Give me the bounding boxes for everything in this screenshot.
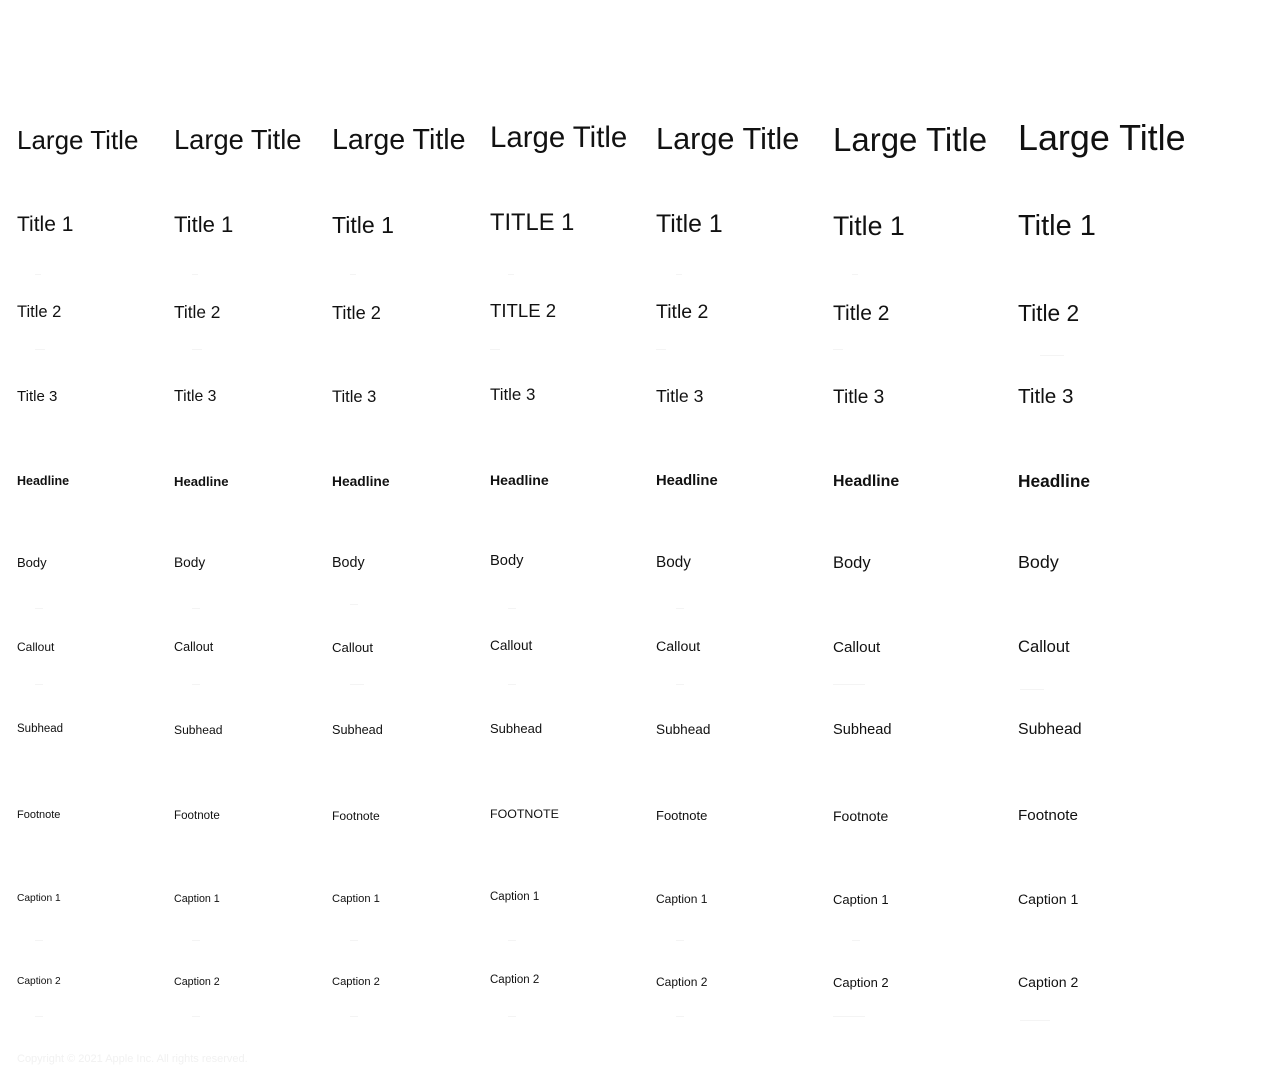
column-2-title-2: Title 2 bbox=[174, 302, 221, 322]
column-3-title-2: Title 2 bbox=[332, 303, 381, 323]
column-6-headline: Headline bbox=[833, 473, 900, 490]
column-4-title-3: Title 3 bbox=[490, 385, 536, 404]
column-5-footnote: Footnote bbox=[656, 808, 708, 823]
column-2-caption-2: Caption 2 bbox=[174, 976, 220, 988]
column-7-callout: Callout bbox=[1018, 637, 1070, 656]
column-5-caption-2: Caption 2 bbox=[656, 975, 708, 989]
column-1-caption-2: Caption 2 bbox=[17, 976, 61, 987]
faint-mark bbox=[350, 940, 358, 941]
column-3-large-title: Large Title bbox=[332, 123, 466, 156]
faint-mark bbox=[508, 1016, 516, 1017]
column-1-title-1: Title 1 bbox=[17, 213, 74, 236]
faint-mark bbox=[676, 608, 684, 609]
faint-mark bbox=[192, 608, 200, 609]
column-2-body: Body bbox=[174, 555, 206, 570]
faint-mark bbox=[192, 349, 202, 350]
column-5-headline: Headline bbox=[656, 473, 718, 489]
faint-mark bbox=[192, 274, 198, 275]
column-2-headline: Headline bbox=[174, 474, 229, 489]
faint-mark bbox=[35, 940, 43, 941]
column-5-title-1: Title 1 bbox=[656, 211, 723, 238]
column-3-caption-2: Caption 2 bbox=[332, 976, 380, 988]
column-2-footnote: Footnote bbox=[174, 809, 220, 822]
column-4-title-1: TITLE 1 bbox=[490, 210, 575, 236]
column-6-title-1: Title 1 bbox=[833, 211, 905, 241]
column-6-title-2: Title 2 bbox=[833, 302, 890, 325]
column-7-title-3: Title 3 bbox=[1018, 385, 1074, 408]
column-1-title-3: Title 3 bbox=[17, 388, 58, 405]
column-2-caption-1: Caption 1 bbox=[174, 893, 220, 905]
faint-mark bbox=[35, 1016, 43, 1017]
column-7-headline: Headline bbox=[1018, 471, 1091, 491]
column-4-title-2: TITLE 2 bbox=[490, 300, 557, 321]
faint-mark bbox=[350, 604, 358, 605]
faint-mark bbox=[1020, 1020, 1050, 1021]
column-5-large-title: Large Title bbox=[656, 120, 800, 156]
faint-mark bbox=[350, 274, 356, 275]
column-1-headline: Headline bbox=[17, 474, 70, 488]
faint-mark bbox=[35, 274, 41, 275]
faint-mark bbox=[676, 684, 684, 685]
faint-mark bbox=[508, 608, 516, 609]
column-3-title-3: Title 3 bbox=[332, 388, 377, 406]
column-7-body: Body bbox=[1018, 552, 1059, 572]
faint-mark bbox=[833, 684, 865, 685]
column-6-body: Body bbox=[833, 554, 871, 572]
column-6-subhead: Subhead bbox=[833, 722, 892, 738]
faint-mark bbox=[350, 684, 364, 685]
column-4-caption-1: Caption 1 bbox=[490, 891, 540, 903]
faint-mark bbox=[833, 349, 843, 350]
faint-mark bbox=[192, 684, 200, 685]
column-3-subhead: Subhead bbox=[332, 723, 383, 737]
column-5-title-3: Title 3 bbox=[656, 386, 704, 406]
column-3-caption-1: Caption 1 bbox=[332, 893, 380, 905]
faint-mark bbox=[676, 940, 684, 941]
faint-mark bbox=[350, 1016, 358, 1017]
column-6-footnote: Footnote bbox=[833, 808, 889, 824]
column-1-footnote: Footnote bbox=[17, 809, 61, 821]
faint-mark bbox=[676, 1016, 684, 1017]
faint-mark bbox=[490, 349, 500, 350]
faint-mark bbox=[656, 349, 666, 350]
column-2-callout: Callout bbox=[174, 640, 214, 654]
column-4-body: Body bbox=[490, 553, 524, 569]
faint-mark bbox=[1020, 689, 1044, 690]
column-4-caption-2: Caption 2 bbox=[490, 974, 540, 986]
faint-mark bbox=[833, 1016, 865, 1017]
faint-mark bbox=[852, 940, 860, 941]
copyright-footer: Copyright © 2021 Apple Inc. All rights reserved. bbox=[17, 1053, 248, 1065]
column-7-large-title: Large Title bbox=[1018, 118, 1186, 159]
faint-mark bbox=[35, 349, 45, 350]
column-7-subhead: Subhead bbox=[1018, 721, 1082, 738]
column-1-subhead: Subhead bbox=[17, 723, 64, 735]
column-1-callout: Callout bbox=[17, 640, 55, 654]
column-3-headline: Headline bbox=[332, 474, 390, 489]
column-2-title-1: Title 1 bbox=[174, 212, 234, 237]
column-1-large-title: Large Title bbox=[17, 125, 139, 155]
faint-mark bbox=[1040, 355, 1064, 356]
column-1-caption-1: Caption 1 bbox=[17, 893, 61, 904]
column-2-subhead: Subhead bbox=[174, 723, 223, 737]
column-4-large-title: Large Title bbox=[490, 121, 628, 155]
column-7-title-1: Title 1 bbox=[1018, 210, 1096, 242]
column-4-headline: Headline bbox=[490, 472, 549, 488]
column-3-footnote: Footnote bbox=[332, 809, 380, 823]
faint-mark bbox=[192, 1016, 200, 1017]
column-7-title-2: Title 2 bbox=[1018, 300, 1080, 326]
column-5-subhead: Subhead bbox=[656, 722, 711, 737]
column-7-caption-1: Caption 1 bbox=[1018, 891, 1079, 907]
column-6-caption-2: Caption 2 bbox=[833, 975, 889, 990]
column-6-caption-1: Caption 1 bbox=[833, 892, 889, 907]
column-2-large-title: Large Title bbox=[174, 124, 302, 156]
column-5-callout: Callout bbox=[656, 639, 701, 655]
faint-mark bbox=[676, 274, 682, 275]
faint-mark bbox=[852, 274, 858, 275]
column-3-callout: Callout bbox=[332, 640, 374, 655]
column-2-title-3: Title 3 bbox=[174, 388, 217, 405]
column-3-title-1: Title 1 bbox=[332, 212, 395, 238]
column-4-footnote: FOOTNOTE bbox=[490, 807, 559, 821]
column-1-body: Body bbox=[17, 555, 47, 570]
column-5-body: Body bbox=[656, 554, 691, 571]
column-5-caption-1: Caption 1 bbox=[656, 892, 708, 906]
column-5-title-2: Title 2 bbox=[656, 301, 709, 323]
faint-mark bbox=[192, 940, 200, 941]
faint-mark bbox=[508, 940, 516, 941]
column-6-callout: Callout bbox=[833, 639, 881, 656]
faint-mark bbox=[35, 684, 43, 685]
column-3-body: Body bbox=[332, 555, 365, 571]
column-7-footnote: Footnote bbox=[1018, 807, 1078, 824]
faint-mark bbox=[508, 684, 516, 685]
column-1-title-2: Title 2 bbox=[17, 303, 62, 321]
faint-mark bbox=[35, 608, 43, 609]
column-6-large-title: Large Title bbox=[833, 121, 988, 158]
column-4-subhead: Subhead bbox=[490, 721, 543, 736]
column-6-title-3: Title 3 bbox=[833, 387, 885, 408]
column-7-caption-2: Caption 2 bbox=[1018, 974, 1079, 990]
faint-mark bbox=[508, 274, 514, 275]
column-4-callout: Callout bbox=[490, 638, 533, 653]
